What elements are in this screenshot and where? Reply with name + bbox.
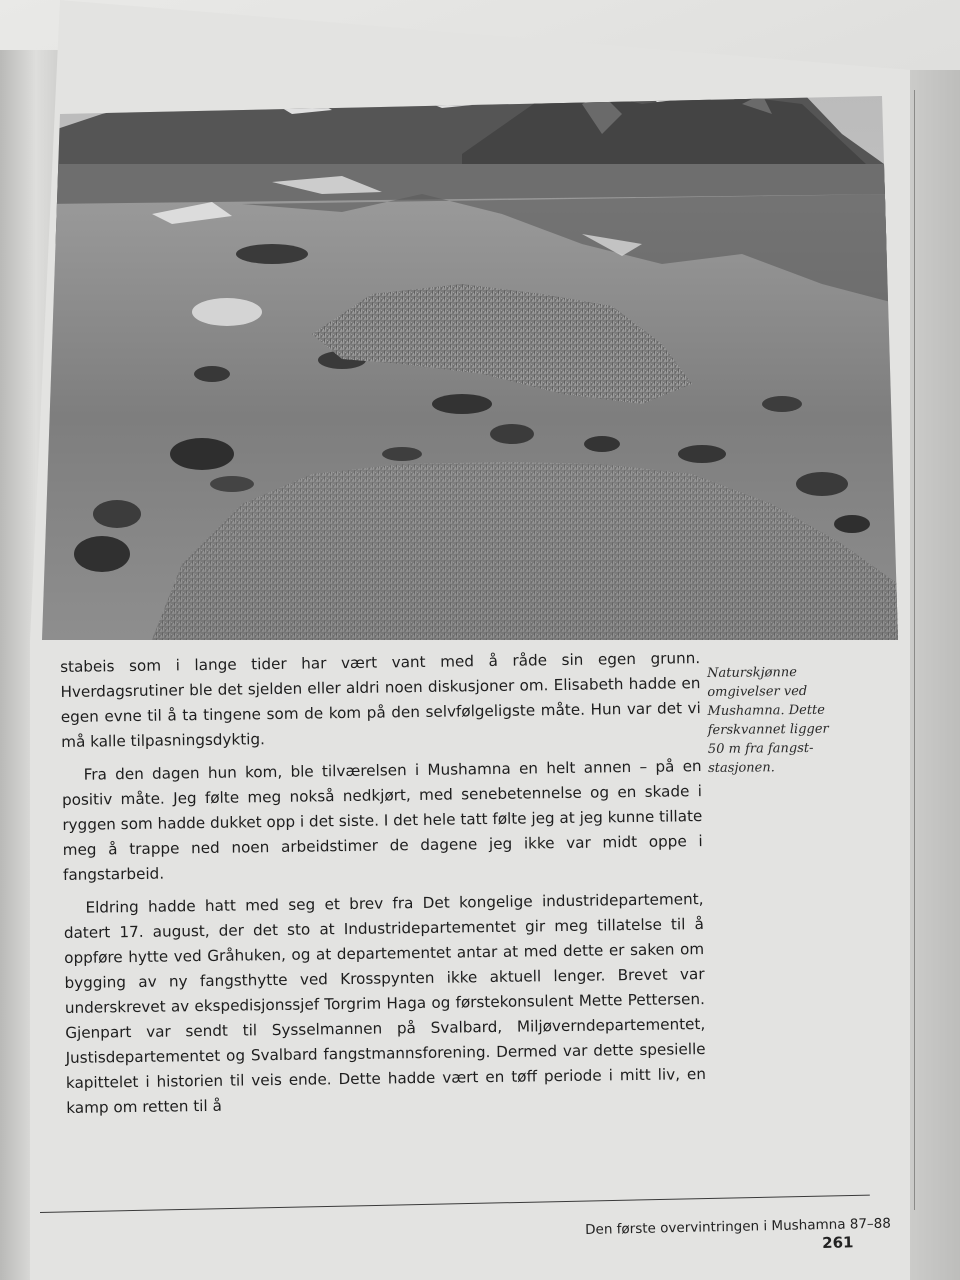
caption-line: ferskvannet ligger xyxy=(707,721,829,738)
running-head: Den første overvintringen i Mushamna 87–88 xyxy=(585,1215,892,1238)
photo-caption xyxy=(707,662,868,778)
paragraph-2: Fra den dagen hun kom, ble tilværelsen i Mushamna en helt annen – på en positiv måte. Jeg følte meg nokså nedkjørt, med senebetennelse og en skade i ryggen som hadde dukket opp i det siste. I det hele tatt følte jeg at jeg kunne tillate meg å trappe ned noen arbeidstimer de dagene jeg ikke var midt oppe i fangstarbeid. xyxy=(61,757,703,884)
caption-line: Mushamna. Dette xyxy=(707,702,826,719)
landscape-photo xyxy=(42,44,898,640)
landscape-photo-drawing xyxy=(42,44,898,640)
paragraph-3: Eldring hadde hatt med seg et brev fra Det kongelige industridepartement, datert 17. august, der det sto at Industridepartementet gir meg tillatelse til å oppføre hytte ved Gråhuken, og at departementet antar at med dette er saken om bygging av ny fangsthytte ved Krosspynten ikke aktuell lenger. Brevet var underskrevet av ekspedisjonssjef Torgrim Haga og førstekonsulent Mette Pettersen. Gjenpart var sendt til Sysselmannen på Svalbard, Miljøverndepartementet, Justisdepartementet og Svalbard fangstmannsforening. Dermed var dette spesielle kapittelet i historien til veis ende. Dette hadde vært en tøff periode i mitt liv, en kamp om retten til å xyxy=(63,890,707,1117)
page-number: 261 xyxy=(822,1233,854,1252)
body-text xyxy=(60,646,707,1129)
caption-line: omgivelser ved xyxy=(707,683,808,700)
paragraph-1: stabeis som i lange tider har vært vant med å råde sin egen grunn. Hverdagsrutiner ble det sjelden eller aldri noen diskusjoner om. Elisabeth hadde en egen evne til å ta tingene som de kom på den selvfølgeligste måte. Hun var det vi må kalle tilpasningsdyktig. xyxy=(60,649,701,751)
caption-line: stasjonen. xyxy=(708,760,775,776)
bookmark-ribbon-thread xyxy=(914,90,915,1210)
caption-line: 50 m fra fangst- xyxy=(707,740,814,757)
caption-line: Naturskjønne xyxy=(707,665,797,681)
